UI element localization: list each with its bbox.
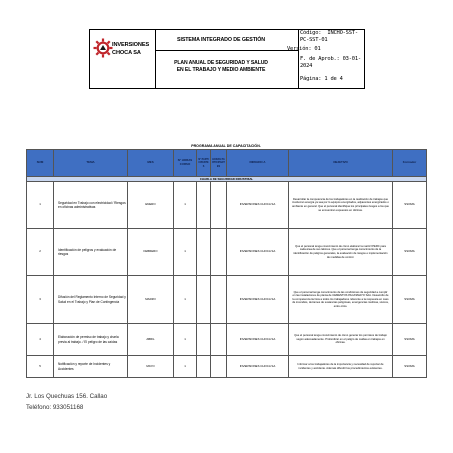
cell-horas-participantes [211, 324, 227, 356]
table-row [27, 182, 427, 229]
cell-horas: 1 [174, 182, 197, 229]
document-subtitle [157, 60, 285, 74]
cell-formador: SSOMA [393, 276, 427, 324]
col-header-formador: Formador [393, 150, 427, 177]
subtitle-line2: EN EL TRABAJO Y MEDIO AMBIENTE [176, 67, 266, 73]
cell-dirigido: INVERSIONES CHOCA SA [227, 182, 289, 229]
cell-horas-participantes [211, 182, 227, 229]
col-header-objetivo: OBJETIVO [289, 150, 393, 177]
cell-horas: 1 [174, 324, 197, 356]
col-header-dirigido: DIRIGIDO A [227, 150, 289, 177]
cell-participantes [197, 356, 211, 378]
cell-dirigido: INVERSIONES CHOCA SA [227, 324, 289, 356]
col-header-horas-participantes: HORAS PARTICIPANTES [211, 150, 227, 177]
cell-mes: ENERO [128, 182, 174, 229]
section-title: CHARLA DE SEGURIDAD INDUSTRIAL [27, 177, 427, 182]
table-row [27, 276, 427, 324]
col-header-horas-curso: N° HORAS CURSO [174, 150, 197, 177]
cell-dirigido: INVERSIONES CHOCA SA [227, 229, 289, 276]
company-name [112, 41, 149, 57]
cell-tema: Identificación de peligros y evaluación de riesgos [54, 229, 128, 276]
cell-formador: SSOMA [393, 324, 427, 356]
cell-mes: FEBRERO [128, 229, 174, 276]
cell-objetivo: Que el personal tenga conocimiento de cómo generar los permisos de trabajo según adecuadamente. Profundizar en el peligro de caídas en trabajos en oficinas. [289, 324, 393, 356]
table-header-row [27, 150, 427, 177]
program-title: PROGRAMA ANUAL DE CAPACITACIÓN. [191, 144, 261, 148]
cell-participantes [197, 324, 211, 356]
cell-num: 3 [27, 276, 54, 324]
cell-formador: SSOMA [393, 182, 427, 229]
cell-tema: Notificación y reporte de Incidentes y Accidentes [54, 356, 128, 378]
page-number: Página: 1 de 4 [300, 76, 343, 82]
company-logo-icon [93, 38, 113, 58]
table-row [27, 229, 427, 276]
document-code: Código: INCHO-SST- PC-SST-01 [300, 30, 358, 43]
cell-horas-participantes [211, 276, 227, 324]
approval-date: F. de Aprob.: 03-01- 2024 [300, 56, 361, 69]
subtitle-line1: PLAN ANUAL DE SEGURIDAD Y SALUD [174, 60, 268, 66]
document-title: SISTEMA INTEGRADO DE GESTIÓN [177, 37, 265, 43]
cell-num: 1 [27, 182, 54, 229]
col-header-num: NUM [27, 150, 54, 177]
cell-participantes [197, 229, 211, 276]
cell-formador: SSOMA [393, 356, 427, 378]
cell-objetivo: Que el personal tenga conocimiento de las condiciones de seguridad a cumplir en las instalaciones de planta de CEMENTOS PACASMAYO SAA. Desarrollo de la competencia técnica a todos los trabajadores referente a la respuesta en caso de incendios, derrames de sustancias peligrosas, emergencias médicas, sismos, entre otros. [289, 276, 393, 324]
document-version: Versión: 01 [287, 46, 321, 52]
company-name-line2: CHOCA SA [112, 50, 141, 56]
cell-num: 5 [27, 356, 54, 378]
company-name-line1: INVERSIONES [112, 42, 150, 48]
cell-tema: Seguridad en Trabajo con electricidad / Riesgos en oficinas administrativas [54, 182, 128, 229]
document-footer [26, 392, 107, 413]
col-header-tema: TEMA [54, 150, 128, 177]
cell-num: 2 [27, 229, 54, 276]
cell-horas-participantes [211, 229, 227, 276]
cell-formador: SSOMA [393, 229, 427, 276]
table-row [27, 324, 427, 356]
cell-horas: 1 [174, 276, 197, 324]
col-header-mes: MES [128, 150, 174, 177]
cell-horas-participantes [211, 356, 227, 378]
cell-dirigido: INVERSIONES CHOCA SA [227, 276, 289, 324]
cell-dirigido: INVERSIONES CHOCA SA [227, 356, 289, 378]
cell-objetivo: Informar a los trabajadores de la importancia y necesidad de reportar de incidentes y accidente. Además difundir los procedimientos existentes. [289, 356, 393, 378]
training-program-table [26, 149, 427, 378]
cell-participantes [197, 276, 211, 324]
cell-mes: MAYO [128, 356, 174, 378]
cell-horas: 1 [174, 356, 197, 378]
footer-address: Jr. Los Quechuas 156. Callao [26, 393, 108, 400]
cell-participantes [197, 182, 211, 229]
col-header-participantes: N° PARTICIPANTES [197, 150, 211, 177]
footer-phone: Teléfono: 933051168 [26, 403, 84, 411]
cell-num: 4 [27, 324, 54, 356]
cell-mes: ABRIL [128, 324, 174, 356]
cell-tema: Elaboración de permiso de trabajo y charla previa al trabajo. / El peligro de las caídas [54, 324, 128, 356]
cell-horas: 1 [174, 229, 197, 276]
cell-mes: MARZO [128, 276, 174, 324]
cell-tema: Difusión del Reglamento Interno de Seguridad y Salud en el Trabajo y Plan de Contingencia [54, 276, 128, 324]
cell-objetivo: Desarrollar la competencia de los trabajadores en la realización de trabajos que involucran energía ya sea por lo equipos energizados, adyacentes energizados o ambiente en general. Que el personal identifique los principales riesgos a los que se encuentran expuestos en oficinas. [289, 182, 393, 229]
table-row [27, 356, 427, 378]
cell-objetivo: Que el personal tenga conocimiento de cómo elaborar la matriz IPERC para cada área de sus labores. Que el personal tenga conocimiento de la identificación de peligros generales, la evaluación de riesgos e implementación de medidas de control. [289, 229, 393, 276]
